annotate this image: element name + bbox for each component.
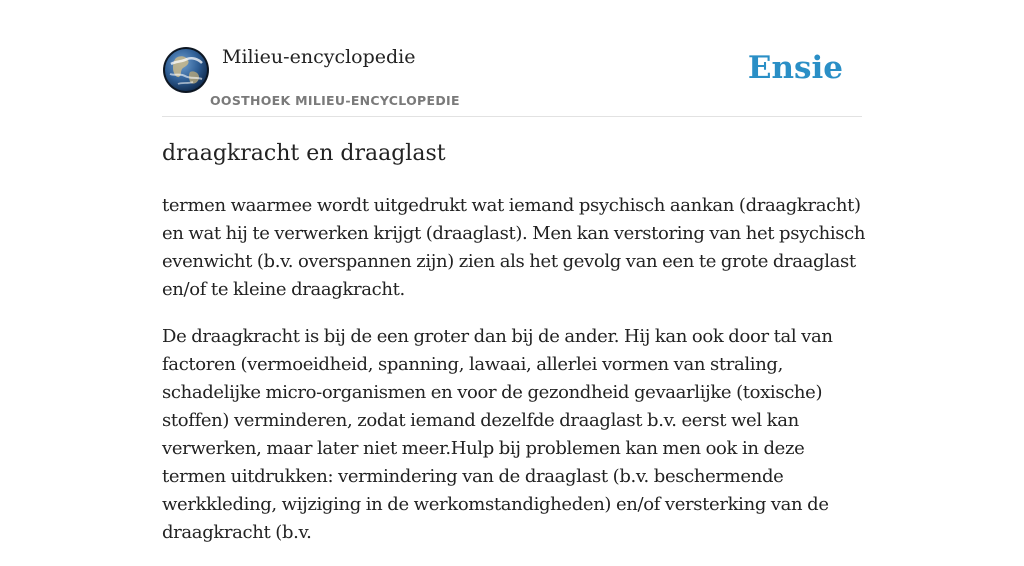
article-paragraph-1: termen waarmee wordt uitgedrukt wat iemand psychisch aankan (draagkracht) en wat hij te verwerken krijgt (draaglast). Men kan verstoring van het psychisch evenwicht (b.v. overspannen zijn) zien als het gevolg van een te grote draaglast en/of te kleine draagkracht.	[162, 195, 866, 300]
article-title: draagkracht en draaglast	[162, 141, 446, 166]
site-header	[162, 46, 862, 117]
site-title-link[interactable]: Milieu-encyclopedie	[222, 46, 416, 68]
site-logo-link[interactable]	[162, 46, 210, 94]
globe-icon	[162, 46, 210, 94]
ensie-brand-link[interactable]: Ensie	[747, 50, 843, 86]
article-paragraph-2: De draagkracht is bij de een groter dan bij de ander. Hij kan ook door tal van factoren (vermoeidheid, spanning, lawaai, allerlei vormen van straling, schadelijke micro-organismen en voor de gezondheid gevaarlijke (toxische) stoffen) verminderen, zodat iemand dezelfde draaglast b.v. eerst wel kan verwerken, maar later niet meer.Hulp bij problemen kan men ook in deze termen uitdrukken: vermindering van de draaglast (b.v. beschermende werkkleding, wijziging in de werkomstandigheden) en/of versterking van de draagkracht (b.v.	[162, 326, 833, 543]
article	[162, 138, 867, 566]
site-subtitle: OOSTHOEK MILIEU-ENCYCLOPEDIE	[210, 93, 460, 108]
